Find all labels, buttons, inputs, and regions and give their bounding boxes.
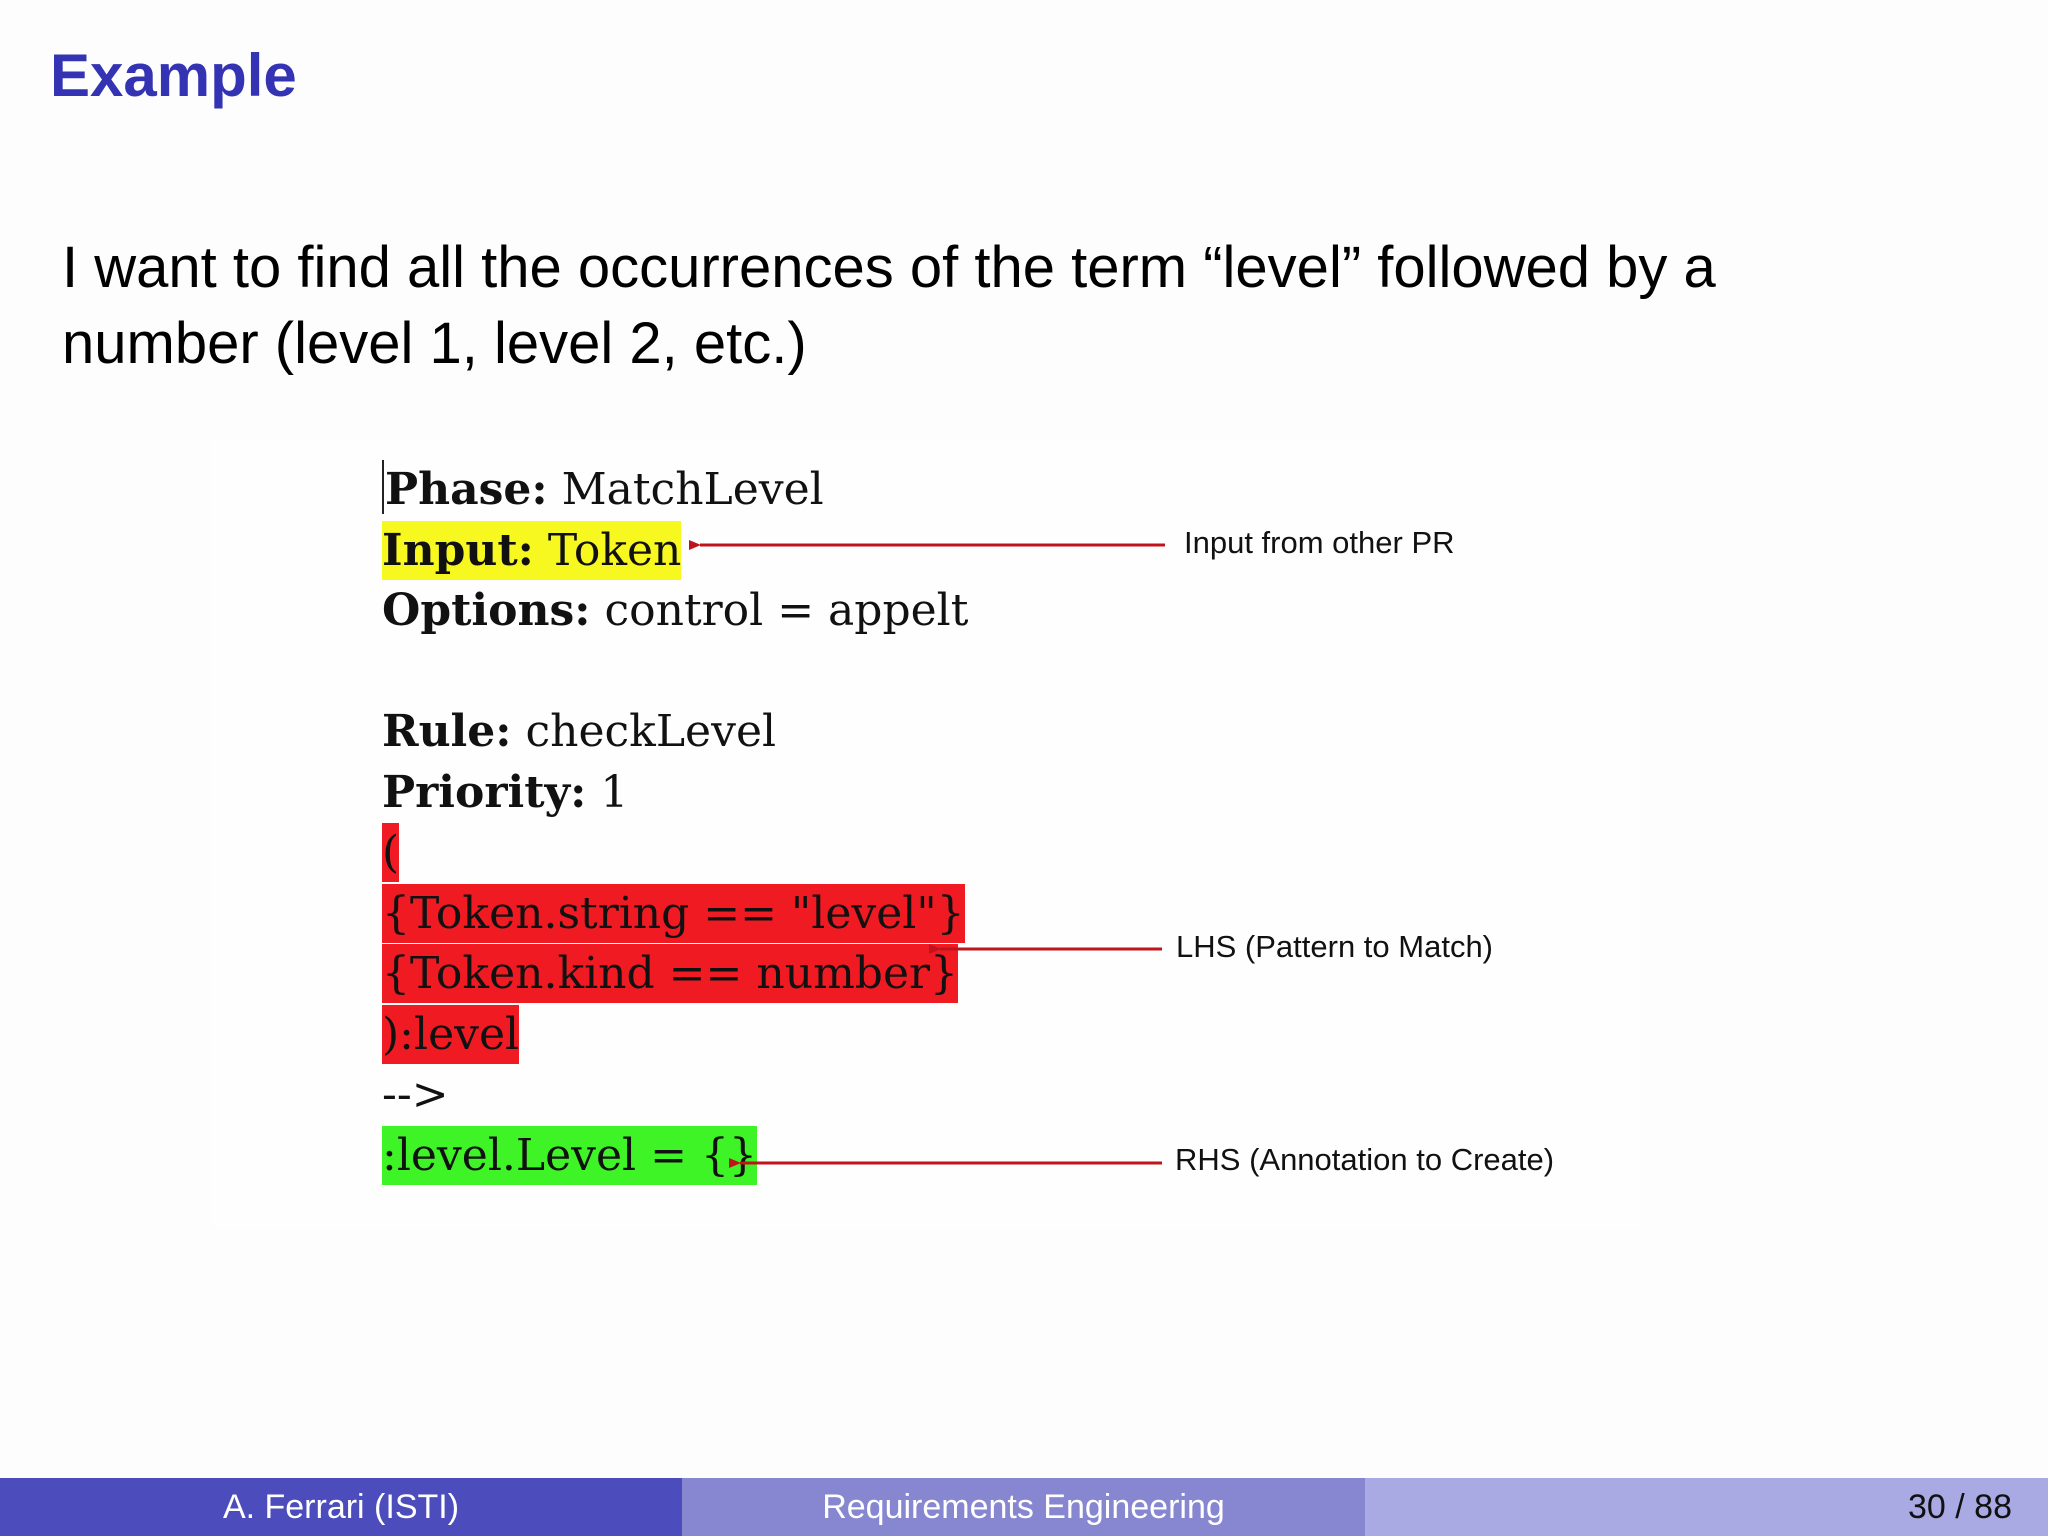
rule-arrow: --> xyxy=(382,1069,449,1120)
options-label: Options: xyxy=(382,585,591,636)
lhs-token-kind: {Token.kind == number} xyxy=(382,944,958,1003)
lhs-token-string: {Token.string == "level"} xyxy=(382,884,965,943)
footer-course: Requirements Engineering xyxy=(682,1478,1365,1536)
priority-value: 1 xyxy=(586,766,629,818)
annotation-rhs: RHS (Annotation to Create) xyxy=(1175,1142,1555,1177)
jape-rule-figure xyxy=(210,440,1640,1230)
lhs-close: ):level xyxy=(382,1005,519,1064)
body-line-2: number (level 1, level 2, etc.) xyxy=(62,311,807,376)
annotation-input: Input from other PR xyxy=(1184,525,1455,560)
priority-label: Priority: xyxy=(382,766,587,818)
lhs-open: ( xyxy=(382,823,399,882)
input-value: Token xyxy=(533,524,682,576)
phase-value: MatchLevel xyxy=(547,464,824,515)
slide-body-text xyxy=(62,230,1962,382)
rule-label: Rule: xyxy=(382,706,512,757)
body-line-1: I want to find all the occurrences of the term “level” followed by a xyxy=(62,235,1716,300)
options-value: control = appelt xyxy=(590,585,969,636)
rule-value: checkLevel xyxy=(511,706,777,757)
footer-author: A. Ferrari (ISTI) xyxy=(0,1478,682,1536)
footer-page-number: 30 / 88 xyxy=(1365,1478,2048,1536)
slide-title: Example xyxy=(50,42,297,109)
slide-footer xyxy=(0,1478,2048,1536)
annotation-lhs: LHS (Pattern to Match) xyxy=(1176,929,1494,964)
rhs-annotation: :level.Level = {} xyxy=(382,1126,757,1185)
input-label: Input: xyxy=(382,524,534,576)
phase-label: Phase: xyxy=(385,464,548,515)
